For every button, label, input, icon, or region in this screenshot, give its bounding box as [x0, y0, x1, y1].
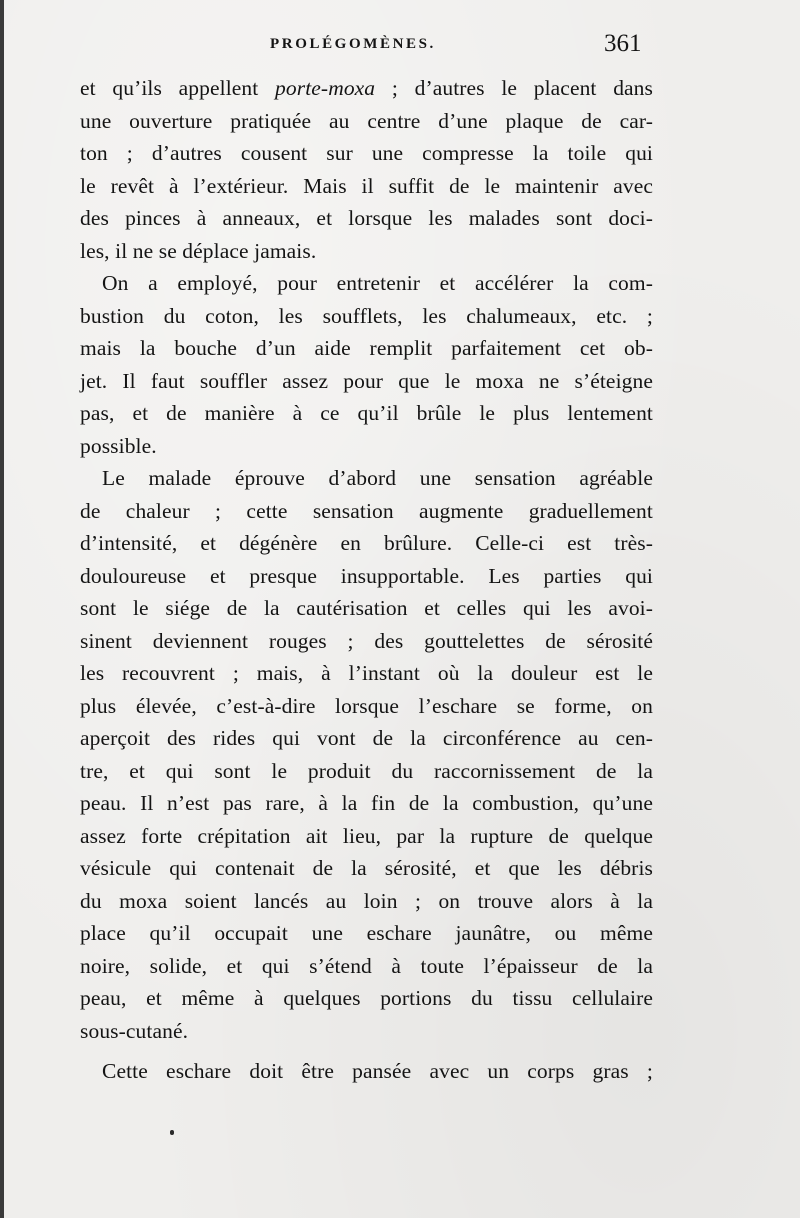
text-line: plus élevée, c’est-à-dire lorsque l’eschare se forme, on	[80, 693, 653, 718]
running-head: PROLÉGOMÈNES.	[270, 36, 436, 52]
text-line: Le malade éprouve d’abord une sensation agréable	[102, 466, 653, 490]
text-line: de chaleur ; cette sensation augmente graduellement	[80, 498, 653, 523]
paragraph-gap	[80, 1047, 653, 1055]
body-text	[80, 72, 653, 1088]
text-line: possible.	[80, 433, 157, 458]
text-line: vésicule qui contenait de la sérosité, et que les débris	[80, 856, 653, 880]
text-line: sinent deviennent rouges ; des gouttelettes de sérosité	[80, 628, 653, 653]
text-line	[80, 72, 653, 105]
text-line: ton ; d’autres cousent sur une compresse la toile qui	[80, 141, 653, 165]
text-line: peau, et même à quelques portions du tissu cellulaire	[80, 986, 653, 1010]
text-line: place qu’il occupait une eschare jaunâtre, ou même	[80, 921, 653, 945]
text-line: le revêt à l’extérieur. Mais il suffit de le maintenir avec	[80, 173, 653, 198]
text-line: tre, et qui sont le produit du raccornissement de la	[80, 758, 653, 783]
text-line: une ouverture pratiquée au centre d’une plaque de car-	[80, 108, 653, 133]
paragraph	[80, 72, 653, 267]
text-line: pas, et de manière à ce qu’il brûle le plus lentement	[80, 401, 653, 425]
text-line: aperçoit des rides qui vont de la circonférence au cen-	[80, 726, 653, 750]
paragraph	[80, 267, 653, 462]
text-line: des pinces à anneaux, et lorsque les malades sont doci-	[80, 206, 653, 230]
italic-term: porte-moxa	[275, 76, 376, 100]
text-line: bustion du coton, les soufflets, les chalumeaux, etc. ;	[80, 303, 653, 328]
text-line: assez forte crépitation ait lieu, par la rupture de quelque	[80, 823, 653, 848]
text-line: sont le siége de la cautérisation et celles qui les avoi-	[80, 596, 653, 620]
text-line: les recouvrent ; mais, à l’instant où la douleur est le	[80, 661, 653, 685]
page-number: 361	[604, 30, 642, 57]
text-line: les, il ne se déplace jamais.	[80, 238, 317, 263]
text-line: peau. Il n’est pas rare, à la fin de la combustion, qu’une	[80, 791, 653, 815]
text-line: du moxa soient lancés au loin ; on trouve alors à la	[80, 888, 653, 913]
page-binding-edge	[0, 0, 4, 1218]
text-line: jet. Il faut souffler assez pour que le moxa ne s’éteigne	[80, 368, 653, 393]
text-run: et qu’ils appellent	[80, 76, 276, 100]
text-line: Cette eschare doit être pansée avec un corps gras ;	[102, 1059, 653, 1083]
paragraph	[80, 462, 653, 1047]
text-line: sous-cutané.	[80, 1018, 189, 1043]
text-line: d’intensité, et dégénère en brûlure. Celle-ci est très-	[80, 531, 653, 555]
text-line: mais la bouche d’un aide remplit parfaitement cet ob-	[80, 336, 653, 360]
text-line: douloureuse et presque insupportable. Les parties qui	[80, 563, 653, 588]
text-line: On a employé, pour entretenir et accélérer la com-	[102, 271, 653, 295]
paragraph	[80, 1055, 653, 1088]
text-line: noire, solide, et qui s’étend à toute l’épaisseur de la	[80, 953, 653, 978]
ink-speck	[170, 1130, 174, 1135]
text-run: ; d’autres le placent dans	[375, 76, 654, 100]
